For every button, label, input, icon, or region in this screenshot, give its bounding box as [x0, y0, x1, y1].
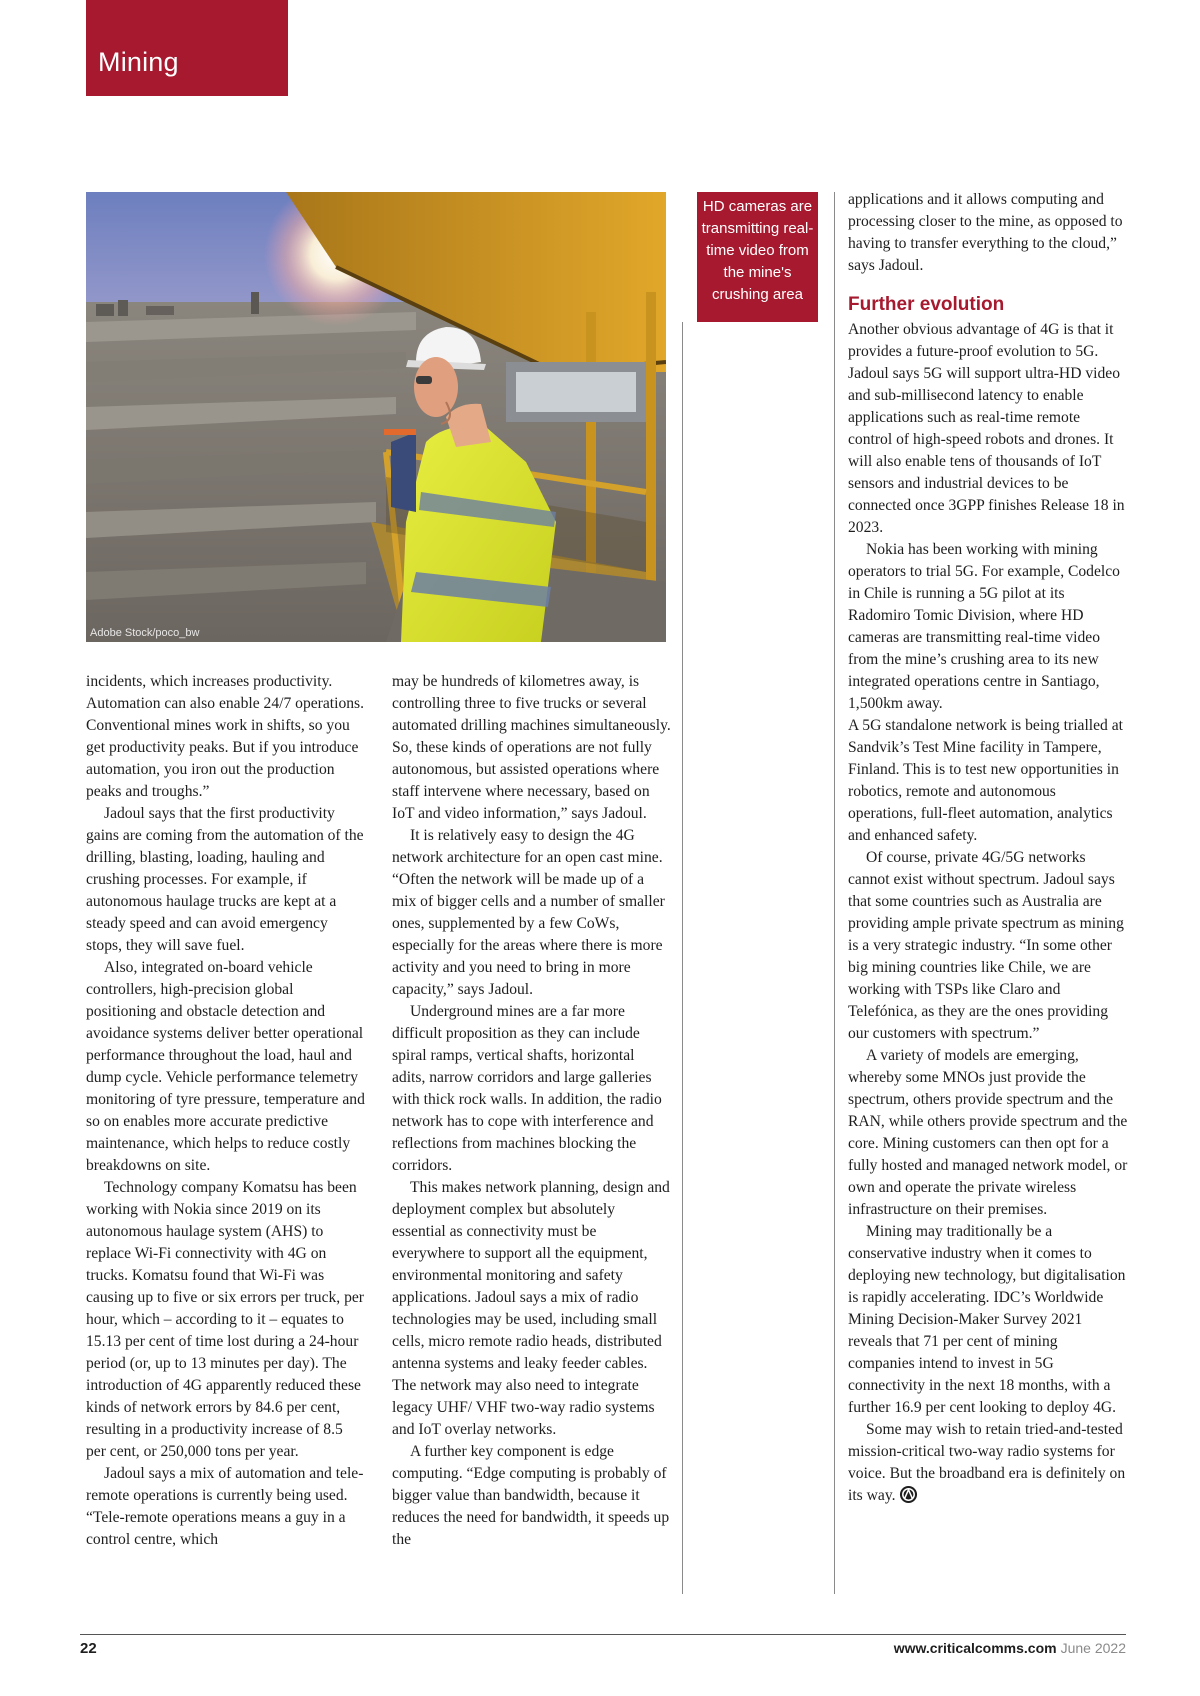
paragraph: A 5G standalone network is being trialled at Sandvik’s Test Mine facility in Tampere, Finland. This is to test new opportunities in robotics, remote and autonomous operations, full-fleet automation, analytics and enhanced safety.: [848, 717, 1123, 844]
section-heading: Further evolution: [848, 294, 1005, 315]
article-column-1: [86, 671, 365, 1551]
paragraph: Another obvious advantage of 4G is that it provides a future-proof evolution to 5G. Jadoul says 5G will support ultra-HD video and sub-millisecond latency to enable applications such as real-time remote control of high-speed robots and drones. It will also enable tens of thousands of IoT sensors and industrial devices to be connected once 3GPP finishes Release 18 in 2023.: [848, 321, 1125, 536]
paragraph: Of course, private 4G/5G networks cannot exist without spectrum. Jadoul says that some countries such as Australia are providing ample private spectrum as mining is a very strategic industry. “In some other big mining countries like Chile, we are working with TSPs like Claro and Telefónica, as they are the ones providing our customers with spectrum.”: [848, 849, 1124, 1042]
footer-credit: [894, 1640, 1126, 1656]
column-divider-left: [682, 322, 683, 1594]
page-number: 22: [80, 1640, 97, 1657]
mine-worker-illustration: [86, 192, 666, 642]
issue-date: June 2022: [1060, 1640, 1126, 1656]
paragraph: A further key component is edge computing. “Edge computing is probably of bigger value than bandwidth, because it reduces the need for bandwidth, it speeds up the: [392, 1443, 670, 1548]
paragraph: A variety of models are emerging, whereby some MNOs just provide the spectrum, others provide spectrum and the RAN, while others provide spectrum and the core. Mining customers can then opt for a fully hosted and managed network model, or own and operate the private wireless infrastructure on their premises.: [848, 1047, 1128, 1218]
paragraph: Jadoul says that the first productivity gains are coming from the automation of the drilling, blasting, loading, hauling and crushing processes. For example, if autonomous haulage trucks are kept at a steady speed and can avoid emergency stops, they will save fuel.: [86, 805, 364, 954]
hero-photo: [86, 192, 666, 642]
paragraph: incidents, which increases productivity. Automation can also enable 24/7 operations. Conventional mines work in shifts, so you get productivity peaks. But if you introduce automation, you iron out the production peaks and troughs.”: [86, 673, 365, 800]
section-tab: [86, 0, 288, 96]
paragraph: Jadoul says a mix of automation and tele-remote operations is currently being used. “Tele-remote operations means a guy in a control centre, which: [86, 1465, 364, 1548]
paragraph: Underground mines are a far more difficult proposition as they can include spiral ramps, vertical shafts, horizontal adits, narrow corridors and large galleries with thick rock walls. In addition, the radio network has to cope with interference and reflections from machines blocking the corridors.: [392, 1003, 662, 1174]
paragraph: Nokia has been working with mining operators to trial 5G. For example, Codelco in Chile is running a 5G pilot at its Radomiro Tomic Division, where HD cameras are transmitting real-time video from the mine’s crushing area to its new integrated operations centre in Santiago, 1,500km away.: [848, 541, 1120, 712]
footer-rule: [80, 1634, 1126, 1635]
website-link[interactable]: www.criticalcomms.com: [893, 1640, 1057, 1656]
paragraph: It is relatively easy to design the 4G network architecture for an open cast mine. “Often the network will be made up of a mix of bigger cells and a number of smaller ones, supplemented by a few CoWs, especially for the areas where there is more activity and you need to bring in more capacity,” says Jadoul.: [392, 827, 665, 998]
paragraph: Also, integrated on-board vehicle controllers, high-precision global positioning and obstacle detection and avoidance systems deliver better operational performance throughout the load, haul and dump cycle. Vehicle performance telemetry monitoring of tyre pressure, temperature and so on enables more accurate predictive maintenance, which helps to reduce costly breakdowns on site.: [86, 959, 365, 1174]
paragraph: may be hundreds of kilometres away, is controlling three to five trucks or several automated drilling machines simultaneously. So, these kinds of operations are not fully autonomous, but assisted operations where staff intervene where necessary, based on IoT and video information,” says Jadoul.: [392, 673, 671, 822]
paragraph: Technology company Komatsu has been working with Nokia since 2019 on its autonomous haulage system (AHS) to replace Wi-Fi connectivity with 4G on trucks. Komatsu found that Wi-Fi was causing up to five or six errors per truck, per hour, which – according to it – equates to 15.13 per cent of time lost during a 24-hour period (or, up to 13 minutes per day). The introduction of 4G apparently reduced these kinds of network errors by 84.6 per cent, resulting in a productivity increase of 8.5 per cent, or 250,000 tons per year.: [86, 1179, 364, 1460]
paragraph: applications and it allows computing and processing closer to the mine, as opposed to having to transfer everything to the cloud,” says Jadoul.: [848, 191, 1123, 274]
paragraph-final: [848, 1419, 1128, 1507]
paragraph: This makes network planning, design and deployment complex but absolutely essential as connectivity must be everywhere to support all the equipment, environmental monitoring and safety applications. Jadoul says a mix of radio technologies may be used, including small cells, micro remote radio heads, distributed antenna systems and leaky feeder cables. The network may also need to integrate legacy UHF/ VHF two-way radio systems and IoT overlay networks.: [392, 1179, 670, 1438]
article-column-3: [848, 189, 1128, 1507]
pull-quote: [697, 192, 818, 322]
section-label: Mining: [98, 47, 179, 77]
column-divider-right: [834, 192, 835, 1594]
pull-quote-text: HD cameras are transmitting real-time video from the mine's crushing area: [701, 198, 814, 303]
photo-credit: Adobe Stock/poco_bw: [90, 627, 200, 639]
paragraph-text: Some may wish to retain tried-and-tested mission-critical two-way radio systems for voice. But the broadband era is definitely on its way.: [848, 1421, 1126, 1504]
paragraph: Mining may traditionally be a conservative industry when it comes to deploying new technology, but digitalisation is rapidly accelerating. IDC’s Worldwide Mining Decision-Maker Survey 2021 reveals that 71 per cent of mining companies intend to invest in 5G connectivity in the next 18 months, with a further 16.9 per cent looking to deploy 4G.: [848, 1223, 1126, 1416]
end-of-article-icon: [899, 1485, 918, 1504]
article-column-2: [392, 671, 671, 1551]
